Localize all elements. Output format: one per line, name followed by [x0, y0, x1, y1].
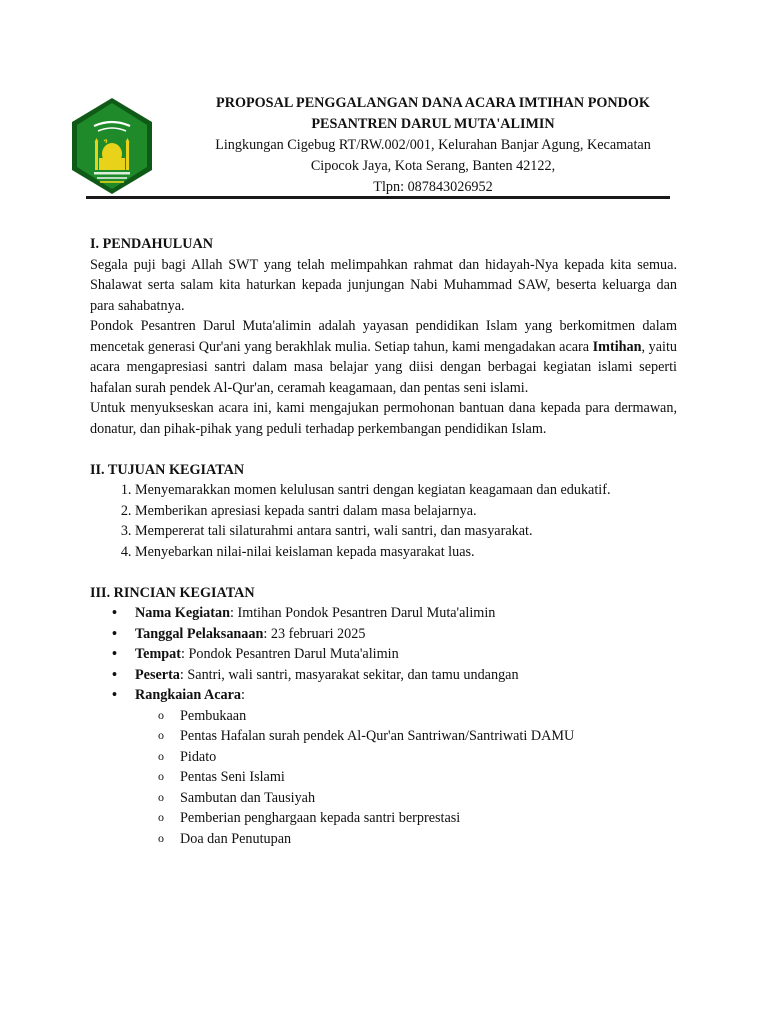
list-item	[135, 665, 677, 686]
intro-paragraph-2	[90, 316, 677, 398]
document-title-line-2: PESANTREN DARUL MUTA'ALIMIN	[311, 116, 555, 132]
intro-paragraph-3: Untuk menyukseskan acara ini, kami mengajukan permohonan bantuan dana kepada para dermawan, donatur, dan pihak-pihak yang peduli terhadap perkembangan pendidikan Islam.	[90, 400, 677, 437]
agenda-item: o Pentas Hafalan surah pendek Al-Qur'an Santriwan/Santriwati DAMU	[180, 726, 677, 747]
address-line-1: Lingkungan Cigebug RT/RW.002/001, Kelurahan Banjar Agung, Kecamatan	[215, 137, 651, 153]
detail-value: : Imtihan Pondok Pesantren Darul Muta'alimin	[229, 605, 496, 621]
address-line-2: Cipocok Jaya, Kota Serang, Banten 42122,	[310, 158, 556, 174]
list-item: 2. Memberikan apresiasi kepada santri dalam masa belajarnya.	[135, 501, 677, 522]
details-list	[90, 603, 677, 849]
agenda-item: o Pembukaan	[180, 706, 677, 727]
list-item	[135, 685, 677, 849]
agenda-item: o Pentas Seni Islami	[180, 767, 677, 788]
agenda-item: o Sambutan dan Tausiyah	[180, 788, 677, 809]
detail-label: Tempat	[135, 646, 181, 662]
document-title-line-1: PROPOSAL PENGGALANGAN DANA ACARA IMTIHAN PONDOK	[216, 95, 650, 111]
detail-value: : Santri, wali santri, masyarakat sekitar, dan tamu undangan	[179, 666, 519, 683]
letterhead	[190, 93, 676, 198]
detail-value: : Pondok Pesantren Darul Muta'alimin	[180, 646, 399, 662]
list-item	[135, 644, 677, 665]
agenda-item: o Pemberian penghargaan kepada santri berprestasi	[180, 808, 677, 829]
document-body	[90, 234, 677, 849]
agenda-list	[135, 706, 677, 850]
detail-label: Rangkaian Acara	[135, 687, 242, 703]
section-heading-details: III. RINCIAN KEGIATAN	[90, 584, 255, 601]
intro-paragraph-2-text-a: Pondok Pesantren Darul Muta'alimin adalah yayasan pendidikan Islam yang berkomitmen dalam mencetak generasi Qur'ani yang berakhlak mulia. Setiap tahun, kami mengadakan acara	[90, 318, 677, 355]
agenda-item: o Doa dan Penutupan	[180, 829, 677, 850]
detail-label: Nama Kegiatan	[135, 605, 230, 621]
detail-value: : 23 februari 2025	[263, 625, 366, 642]
pesantren-emblem-icon	[66, 96, 158, 196]
intro-paragraph-2-text-b: , yaitu acara mengapresiasi santri dalam masa belajar yang diisi dengan berbagai kegiatan islami seperti hafalan surah pendek Al-Qur'an, ceramah keagamaan, dan pentas seni islami.	[90, 338, 677, 396]
list-item	[135, 624, 677, 645]
section-heading-intro: I. PENDAHULUAN	[90, 236, 213, 252]
phone-number: Tlpn: 087843026952	[373, 179, 493, 195]
header-divider	[86, 196, 670, 199]
detail-label: Tanggal Pelaksanaan	[135, 625, 264, 642]
goals-list	[90, 480, 677, 562]
detail-value: :	[241, 687, 245, 703]
detail-label: Peserta	[135, 666, 180, 683]
list-item: 4. Menyebarkan nilai-nilai keislaman kepada masyarakat luas.	[135, 542, 677, 563]
list-item	[135, 603, 677, 624]
section-heading-goals: II. TUJUAN KEGIATAN	[90, 461, 245, 478]
agenda-item: o Pidato	[180, 747, 677, 768]
intro-paragraph-2-bold: Imtihan	[592, 338, 642, 355]
list-item: 1. Menyemarakkan momen kelulusan santri dengan kegiatan keagamaan dan edukatif.	[135, 480, 677, 501]
list-item: 3. Mempererat tali silaturahmi antara santri, wali santri, dan masyarakat.	[135, 521, 677, 542]
intro-paragraph-1: Segala puji bagi Allah SWT yang telah melimpahkan rahmat dan hidayah-Nya kepada kita semua. Shalawat serta salam kita haturkan kepada junjungan Nabi Muhammad SAW, beserta keluarga dan para sahabatnya.	[90, 256, 677, 314]
